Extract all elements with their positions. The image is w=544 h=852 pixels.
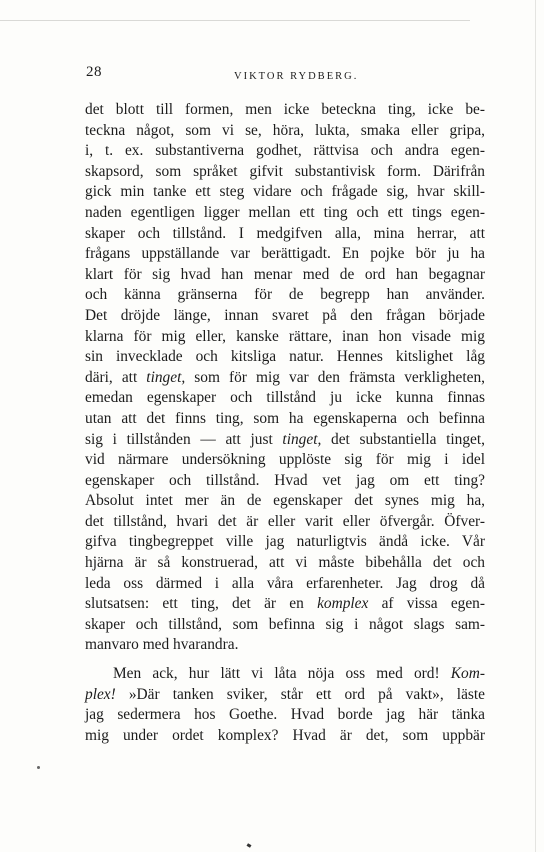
text-line: i, t. ex. substantiverna godhet, rättvisa och andra egen- — [85, 142, 485, 160]
margin-speck — [37, 766, 40, 769]
text-line: skaper och tillstånd, som befinna sig i något slags sam- — [85, 615, 485, 633]
text-line: klarna för mig eller, kanske rättare, inan hon visade mig — [85, 327, 485, 345]
text-line: manvaro med hvarandra. — [85, 636, 239, 654]
text-line: utan att det finns ting, som ha egenskaperna och befinna — [85, 409, 485, 427]
text-line: leda oss därmed i alla våra erfarenheter. Jag drog då — [85, 574, 485, 592]
text-line: Det dröjde länge, innan svaret på den frågan började — [85, 306, 485, 324]
text-line: skapsord, som språket gifvit substantivisk form. Därifrån — [85, 162, 485, 180]
running-head: VIKTOR RYDBERG. — [234, 71, 359, 82]
margin-speck — [247, 843, 252, 848]
text-line: Absolut intet mer än de egenskaper det synes mig ha, — [85, 492, 485, 510]
page-edge — [535, 0, 536, 852]
text-line: teckna något, som vi se, höra, lukta, smaka eller gripa, — [85, 121, 485, 139]
top-rule — [0, 20, 470, 21]
text-line: gick min tanke ett steg vidare och frågade sig, hvar skill- — [85, 183, 485, 201]
text-line: sig i tillstånden — att just tinget, det substantiella tinget, — [85, 430, 485, 448]
text-line: hjärna är så konstruerad, att vi måste bibehålla det och — [85, 554, 485, 572]
text-line: klart för sig hvad han menar med de ord han begagnar — [85, 265, 485, 283]
text-line: skaper och tillstånd. I medgifven alla, mina herrar, att — [85, 224, 485, 242]
text-line: och känna gränserna för de begrepp han använder. — [85, 286, 485, 304]
text-line: det blott till formen, men icke beteckna ting, icke be- — [85, 101, 485, 118]
text-line: Men ack, hur lätt vi låta nöja oss med ord! Kom- — [113, 665, 485, 683]
text-line: slutsatsen: ett ting, det är en komplex af vissa egen- — [85, 595, 485, 613]
text-line: jag sedermera hos Goethe. Hvad borde jag här tänka — [85, 706, 485, 724]
text-line: mig under ordet komplex? Hvad är det, som uppbär — [85, 726, 485, 744]
text-line: sin invecklade och kitsliga natur. Hennes kitslighet låg — [85, 348, 485, 366]
text-line: plex! »Där tanken sviker, står ett ord på vakt», läste — [85, 685, 485, 703]
body-text — [85, 100, 485, 746]
text-line: gifva tingbegreppet ville jag naturligtvis ändå icke. Vår — [85, 533, 485, 551]
text-line: vid närmare undersökning upplöste sig för mig i idel — [85, 451, 485, 469]
text-line: egenskaper och tillstånd. Hvad vet jag om ett ting? — [85, 471, 485, 489]
page-number: 28 — [86, 64, 102, 80]
text-line: naden egentligen ligger mellan ett ting och ett tings egen- — [85, 203, 485, 221]
text-line: emedan egenskaper och tillstånd ju icke kunna finnas — [85, 389, 485, 407]
text-line: däri, att tinget, som för mig var den främsta verkligheten, — [85, 368, 485, 386]
text-line: det tillstånd, hvari det är eller varit eller öfvergår. Öfver- — [85, 512, 485, 530]
text-line: frågans uppställande var berättigadt. En pojke bör ju ha — [85, 245, 485, 263]
